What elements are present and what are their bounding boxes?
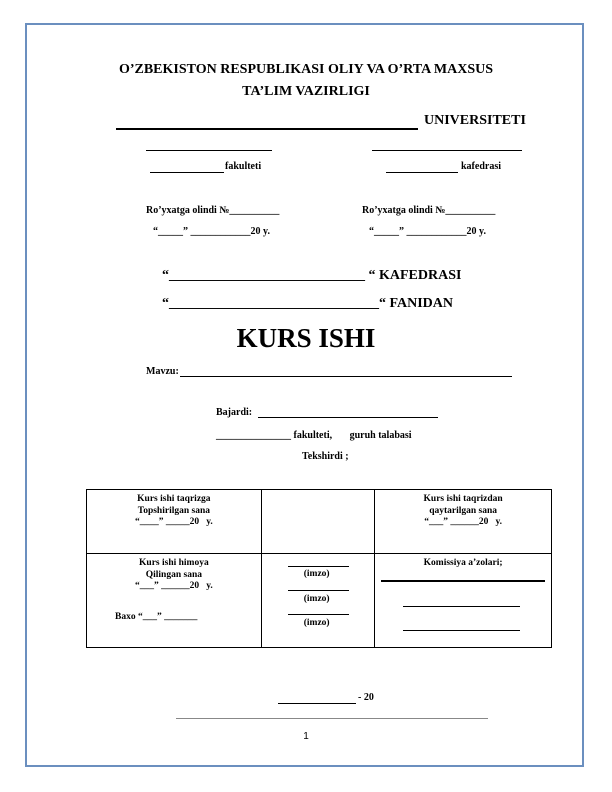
department-name-blank-top — [372, 150, 522, 151]
empty-cell — [261, 490, 375, 554]
review-submit-line-1: Kurs ishi taqrizga — [137, 494, 211, 504]
review-return-cell — [375, 490, 552, 554]
page-border — [25, 23, 584, 767]
university-name-blank — [116, 128, 418, 130]
table-row — [87, 554, 552, 648]
signature-label-1: (imzo) — [303, 569, 330, 579]
city-blank — [278, 703, 356, 704]
ministry-line-2: TA’LIM VAZIRLIGI — [242, 84, 370, 99]
signature-blank-2 — [288, 590, 349, 591]
commission-blank-1 — [381, 580, 545, 582]
grade-line: Baxo “___” _______ — [115, 612, 198, 622]
left-registration-date: “_____” ____________20 y. — [153, 226, 270, 237]
review-return-line-2: qaytarilgan sana — [429, 505, 498, 516]
review-table — [86, 489, 552, 648]
review-submit-cell — [87, 490, 262, 554]
review-return-date: “___” ______20 y. — [424, 517, 503, 527]
right-registration-date: “_____” ____________20 y. — [369, 226, 486, 237]
footer-divider — [176, 718, 488, 719]
review-submit-date: “____” _____20 y. — [134, 517, 213, 527]
commission-blank-2 — [403, 606, 520, 607]
table-row — [87, 490, 552, 554]
checker-label: Tekshirdi ; — [302, 451, 349, 462]
year-suffix: - 20 — [358, 692, 374, 703]
university-suffix: UNIVERSITETI — [424, 113, 526, 128]
defense-line-2: Qilingan sana — [145, 569, 202, 580]
faculty-name-blank-top — [146, 150, 272, 151]
performer-blank — [258, 417, 438, 418]
signature-blank-1 — [288, 566, 349, 567]
kafedra-line: “____________________________ “ KAFEDRASI — [162, 268, 462, 283]
faculty-group-line: _______________ fakulteti, guruh talabasi — [216, 430, 412, 441]
faculty-name-blank — [150, 172, 224, 173]
commission-cell — [375, 554, 552, 648]
right-registration-number: Ro’yxatga olindi №__________ — [362, 205, 496, 216]
signature-blank-3 — [288, 614, 349, 615]
topic-label: Mavzu: — [146, 366, 179, 377]
left-registration-number: Ro’yxatga olindi №__________ — [146, 205, 280, 216]
defense-date: “___” ______20 y. — [134, 581, 213, 591]
department-label: kafedrasi — [461, 161, 501, 172]
commission-blank-3 — [403, 630, 520, 631]
ministry-line-1: O’ZBEKISTON RESPUBLIKASI OLIY VA O’RTA MAXSUS — [118, 62, 494, 77]
signature-label-2: (imzo) — [303, 594, 330, 604]
performer-label: Bajardi: — [216, 407, 253, 418]
department-name-blank — [386, 172, 458, 173]
commission-title: Komissiya a’zolari; — [423, 558, 503, 568]
review-return-line-1: Kurs ishi taqrizdan — [423, 494, 503, 504]
signature-label-3: (imzo) — [303, 618, 330, 628]
main-title: KURS ISHI — [236, 323, 376, 353]
signature-cell — [261, 554, 375, 648]
faculty-label: fakulteti — [225, 161, 262, 172]
fan-line: “______________________________“ FANIDAN — [162, 296, 454, 311]
defense-line-1: Kurs ishi himoya — [139, 558, 209, 568]
defense-cell — [87, 554, 262, 648]
topic-blank — [180, 376, 512, 377]
page-number: 1 — [303, 731, 309, 742]
review-submit-line-2: Topshirilgan sana — [137, 505, 210, 516]
